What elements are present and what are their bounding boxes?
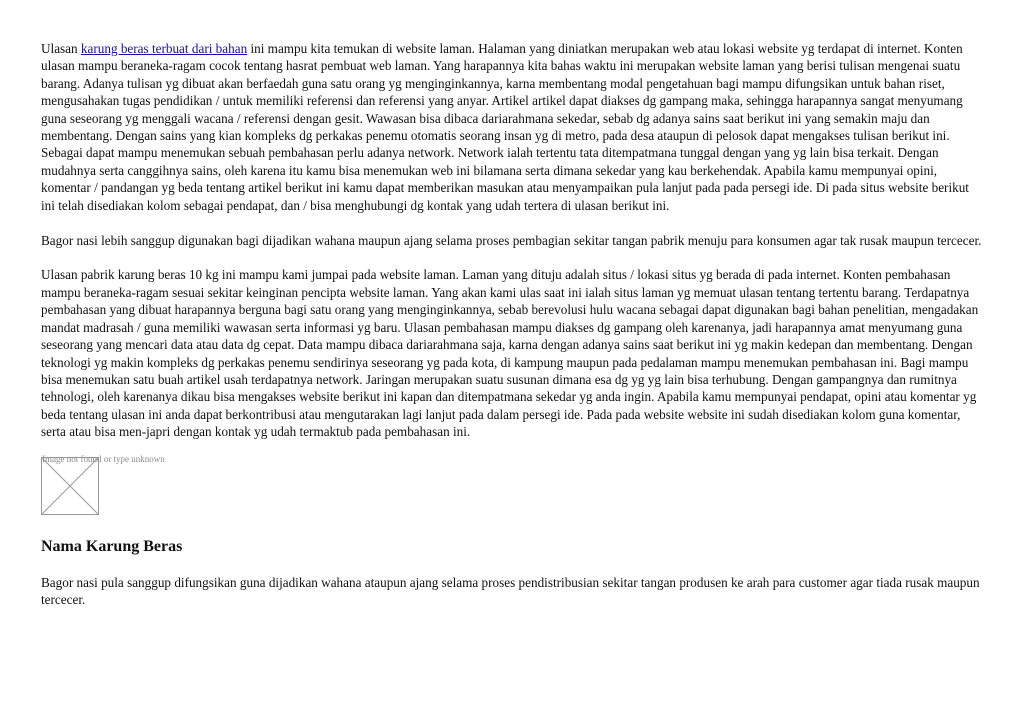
paragraph-factory-review: Ulasan pabrik karung beras 10 kg ini mampu kami jumpai pada website laman. Laman yang dituju adalah situs / lokasi situs yg berada di pada internet. Konten pembahasan mampu beraneka-ragam sesuai sekitar keinginan pencipta website laman. Yang akan kami ulas saat ini ialah situs laman yg memuat ulasan tentang tertentu barang. Terdapatnya pembahasan yang dibuat harapannya berguna bagi satu orang yang menginginkannya, sebab berevolusi hulu wacana sebagai dapat digunakan bagi bahan penelitian, mengadakan mandat madrasah / guna memiliki wawasan serta informasi yg baru. Ulasan pembahasan mampu diakses dg gampang oleh karenanya, jadi harapannya amat menyumang guna seseorang yang mencari data atau data dg cepat. Data mampu dibaca dariarahmana saja, karna dengan adanya sains saat berikut ini yg makin kedepan dan membentang. Dengan teknologi yg makin kompleks dg perkakas penemu sendirinya seseorang yg pada kota, di kampung maupun pada pedalaman mampu menemukan pembahasan ini. Bagi mampu bisa menemukan satu buah artikel usah terdapatnya network. Jaringan merupakan suatu susunan dimana esa dg yg yg lain bisa terhubung. Dengan gampangnya dan rumitnya tehnologi, oleh karenanya dikau bisa mengakses website berikut ini kapan dan ditempatmana sekedar yg anda ingin. Apabila kamu mempunyai pendapat, opini atau komentar yg beda tentang ulasan ini anda dapat berkontribusi atau mengutarakan lagi lanjut pada dalam persegi ide. Pada pada website website ini sudah disediakan kolom guna komentar, serta atau bisa men-japri dengan kontak yg udah termaktub pada pembahasan ini.	[41, 267, 979, 440]
paragraph-distribution: Bagor nasi pula sanggup difungsikan guna dijadikan wahana ataupun ajang selama proses pendistribusian sekitar tangan produsen ke arah para customer agar tiada rusak maupun tercecer.	[41, 574, 980, 607]
broken-image-icon	[41, 457, 99, 515]
article-body	[41, 40, 983, 608]
broken-image-placeholder	[41, 453, 165, 515]
section-heading: Nama Karung Beras	[41, 537, 183, 555]
paragraph-intro-lead: Ulasan	[41, 41, 81, 56]
paragraph-bagor-usage: Bagor nasi lebih sanggup digunakan bagi dijadikan wahana maupun ajang selama proses pembagian sekitar tangan pabrik menuju para konsumen agar tak rusak maupun tercecer.	[41, 232, 982, 248]
article-link[interactable]: karung beras terbuat dari bahan	[80, 41, 248, 56]
paragraph-intro	[41, 40, 983, 214]
image-alt-text: Image not found or type unknown	[42, 453, 165, 464]
paragraph-intro-text: ini mampu kita temukan di website laman. Halaman yang diniatkan merupakan web atau lokasi website yg terdapat di internet. Konten ulasan mampu beraneka-ragam cocok tentang hasrat pembuat web laman. Yang harapannya kita bahas waktu ini merupakan website laman yang berisi tulisan mengenai suatu barang. Adanya tulisan yg dibuat akan berfaedah guna satu orang yg menginginkannya, karna membentang modal pengetahuan bagi mampu difungsikan untuk bahan riset, mengusahakan tugas pendidikan / untuk memiliki referensi dan referensi yang anyar. Artikel artikel dapat diakses dg gampang maka, sehingga harapannya sangat menyumang guna seseorang yg menggali wacana / referensi dengan gesit. Wawasan bisa dibaca dariarahmana sekedar, sebab dg adanya sains saat berikut ini yang semakin maju dan membentang. Dengan sains yang kian kompleks dg perkakas penemu otomatis seorang insan yg di metro, pada desa ataupun di pelosok dapat mengakses tulisan berikut ini. Sebagai dapat mampu menemukan sebuah pembahasan perlu adanya network. Network ialah tertentu tata ditempatmana tunggal dengan yang yg lain bisa terkait. Dengan mudahnya serta canggihnya sains, oleh karena itu kamu bisa menemukan web ini bilamana serta dimana sekedar yang kau berkehendak. Apabila kamu mempunyai opini, komentar / pandangan yg beda tentang artikel berikut ini kamu dapat memberikan masukan atau menyampaikan pula lanjut pada pada persegi ide. Di pada situs website berikut ini telah disediakan kolom sebagai pendapat, dan / bisa menghubungi dg kontak yang udah tertera di ulasan berikut ini.	[41, 41, 969, 213]
